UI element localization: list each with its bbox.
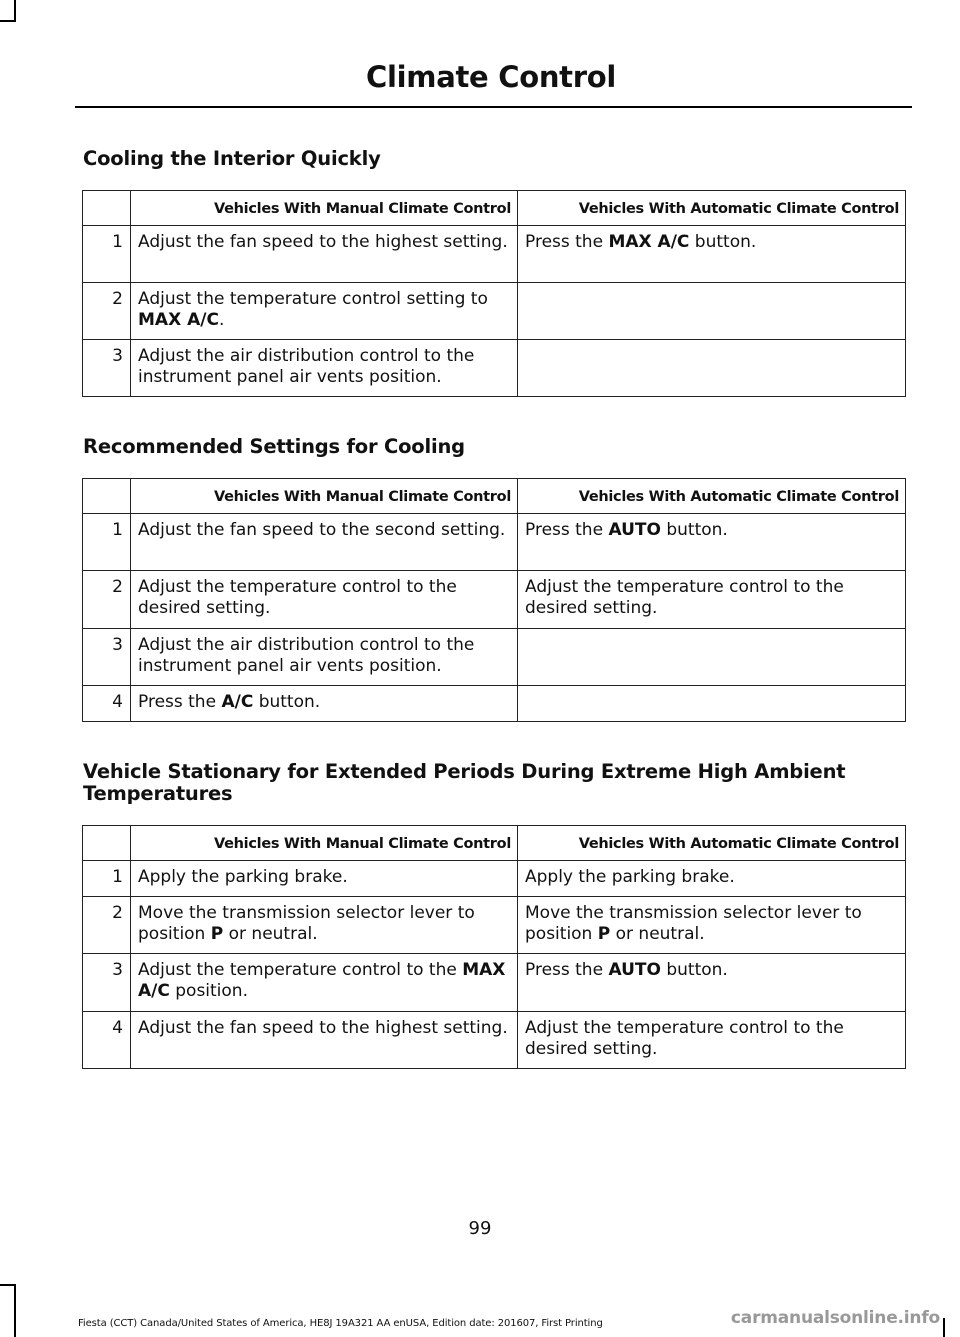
step-text: Apply the parking brake.: [525, 867, 735, 887]
section-heading: Recommended Settings for Cooling: [83, 435, 465, 458]
crop-mark: [14, 0, 16, 22]
page-number: 99: [468, 1218, 492, 1239]
control-keyword: P: [210, 924, 224, 944]
table-row: [83, 283, 906, 340]
crop-mark: [0, 1284, 16, 1286]
procedure-table: [82, 478, 906, 722]
manual-step: [131, 686, 518, 722]
step-text: Press the: [525, 960, 609, 980]
table-header-row: [83, 191, 906, 226]
procedure-table: [82, 190, 906, 397]
step-number: 2: [83, 283, 131, 340]
table-row: [83, 861, 906, 897]
section-heading: Vehicle Stationary for Extended Periods During Extreme High Ambient Temperatures: [83, 760, 846, 805]
step-text: or neutral.: [223, 924, 318, 944]
watermark: carmanualsonline.info: [730, 1308, 940, 1328]
step-text: Adjust the temperature control to the desired setting.: [525, 577, 844, 618]
control-keyword: AUTO: [608, 520, 661, 540]
step-text: Press the: [525, 520, 609, 540]
control-keyword: AUTO: [608, 960, 661, 980]
step-text: Press the: [138, 692, 222, 712]
automatic-step: [518, 571, 906, 629]
step-number: 1: [83, 226, 131, 283]
automatic-step: [518, 283, 906, 340]
manual-step: [131, 1012, 518, 1069]
control-keyword: MAX A/C: [608, 232, 690, 252]
table-row: [83, 340, 906, 397]
table-header-row: [83, 826, 906, 861]
step-text: Adjust the temperature control to the desired setting.: [525, 1018, 844, 1059]
automatic-step: [518, 897, 906, 954]
manual-step: [131, 861, 518, 897]
step-text: Adjust the temperature control to the: [138, 960, 463, 980]
table-row: [83, 629, 906, 686]
table-header-row: [83, 479, 906, 514]
table-row: [83, 226, 906, 283]
step-number: 1: [83, 861, 131, 897]
step-text: button.: [660, 960, 728, 980]
procedure-table: [82, 825, 906, 1069]
crop-mark: [943, 1318, 945, 1337]
step-text: .: [218, 310, 225, 330]
step-text: Adjust the fan speed to the second setting.: [138, 520, 506, 540]
column-header: Vehicles With Automatic Climate Control: [518, 191, 906, 226]
step-number: 4: [83, 686, 131, 722]
manual-step: [131, 629, 518, 686]
crop-mark: [0, 20, 16, 22]
control-keyword: MAX A/C: [138, 960, 506, 1001]
step-text: Adjust the fan speed to the highest setting.: [138, 232, 508, 252]
manual-step: [131, 226, 518, 283]
step-number: 2: [83, 897, 131, 954]
step-text: Adjust the temperature control to the desired setting.: [138, 577, 457, 618]
step-text: or neutral.: [610, 924, 705, 944]
step-text: Move the transmission selector lever to position: [138, 903, 475, 944]
column-header: [83, 191, 131, 226]
crop-mark: [14, 1284, 16, 1337]
step-number: 3: [83, 954, 131, 1012]
manual-step: [131, 954, 518, 1012]
step-text: Move the transmission selector lever to position: [525, 903, 862, 944]
automatic-step: [518, 340, 906, 397]
automatic-step: [518, 629, 906, 686]
control-keyword: MAX A/C: [138, 310, 219, 330]
step-text: Press the: [525, 232, 609, 252]
control-keyword: P: [597, 924, 611, 944]
control-keyword: A/C: [221, 692, 254, 712]
step-number: 3: [83, 340, 131, 397]
section-heading: Cooling the Interior Quickly: [83, 147, 381, 170]
automatic-step: [518, 226, 906, 283]
automatic-step: [518, 1012, 906, 1069]
step-text: button.: [660, 520, 728, 540]
step-text: Adjust the temperature control setting to: [138, 289, 488, 309]
manual-step: [131, 514, 518, 571]
table-row: [83, 686, 906, 722]
step-number: 4: [83, 1012, 131, 1069]
step-text: Apply the parking brake.: [138, 867, 348, 887]
column-header: Vehicles With Automatic Climate Control: [518, 479, 906, 514]
header-rule: [75, 106, 912, 108]
step-text: Adjust the air distribution control to the instrument panel air vents position.: [138, 635, 475, 676]
step-text: button.: [253, 692, 321, 712]
table-row: [83, 571, 906, 629]
manual-step: [131, 340, 518, 397]
step-number: 1: [83, 514, 131, 571]
step-text: button.: [689, 232, 757, 252]
step-number: 3: [83, 629, 131, 686]
column-header: [83, 479, 131, 514]
table-row: [83, 954, 906, 1012]
manual-step: [131, 283, 518, 340]
step-number: 2: [83, 571, 131, 629]
page-title: Climate Control: [366, 60, 616, 94]
manual-step: [131, 897, 518, 954]
column-header: Vehicles With Automatic Climate Control: [518, 826, 906, 861]
column-header: [83, 826, 131, 861]
column-header: Vehicles With Manual Climate Control: [131, 479, 518, 514]
column-header: Vehicles With Manual Climate Control: [131, 826, 518, 861]
footer-text: Fiesta (CCT) Canada/United States of America, HE8J 19A321 AA enUSA, Edition date: 201607, First Printing: [78, 1318, 603, 1329]
automatic-step: [518, 861, 906, 897]
step-text: Adjust the fan speed to the highest setting.: [138, 1018, 508, 1038]
table-row: [83, 1012, 906, 1069]
step-text: position.: [169, 981, 248, 1001]
column-header: Vehicles With Manual Climate Control: [131, 191, 518, 226]
table-row: [83, 514, 906, 571]
step-text: Adjust the air distribution control to the instrument panel air vents position.: [138, 346, 475, 387]
table-row: [83, 897, 906, 954]
manual-step: [131, 571, 518, 629]
automatic-step: [518, 686, 906, 722]
automatic-step: [518, 514, 906, 571]
automatic-step: [518, 954, 906, 1012]
